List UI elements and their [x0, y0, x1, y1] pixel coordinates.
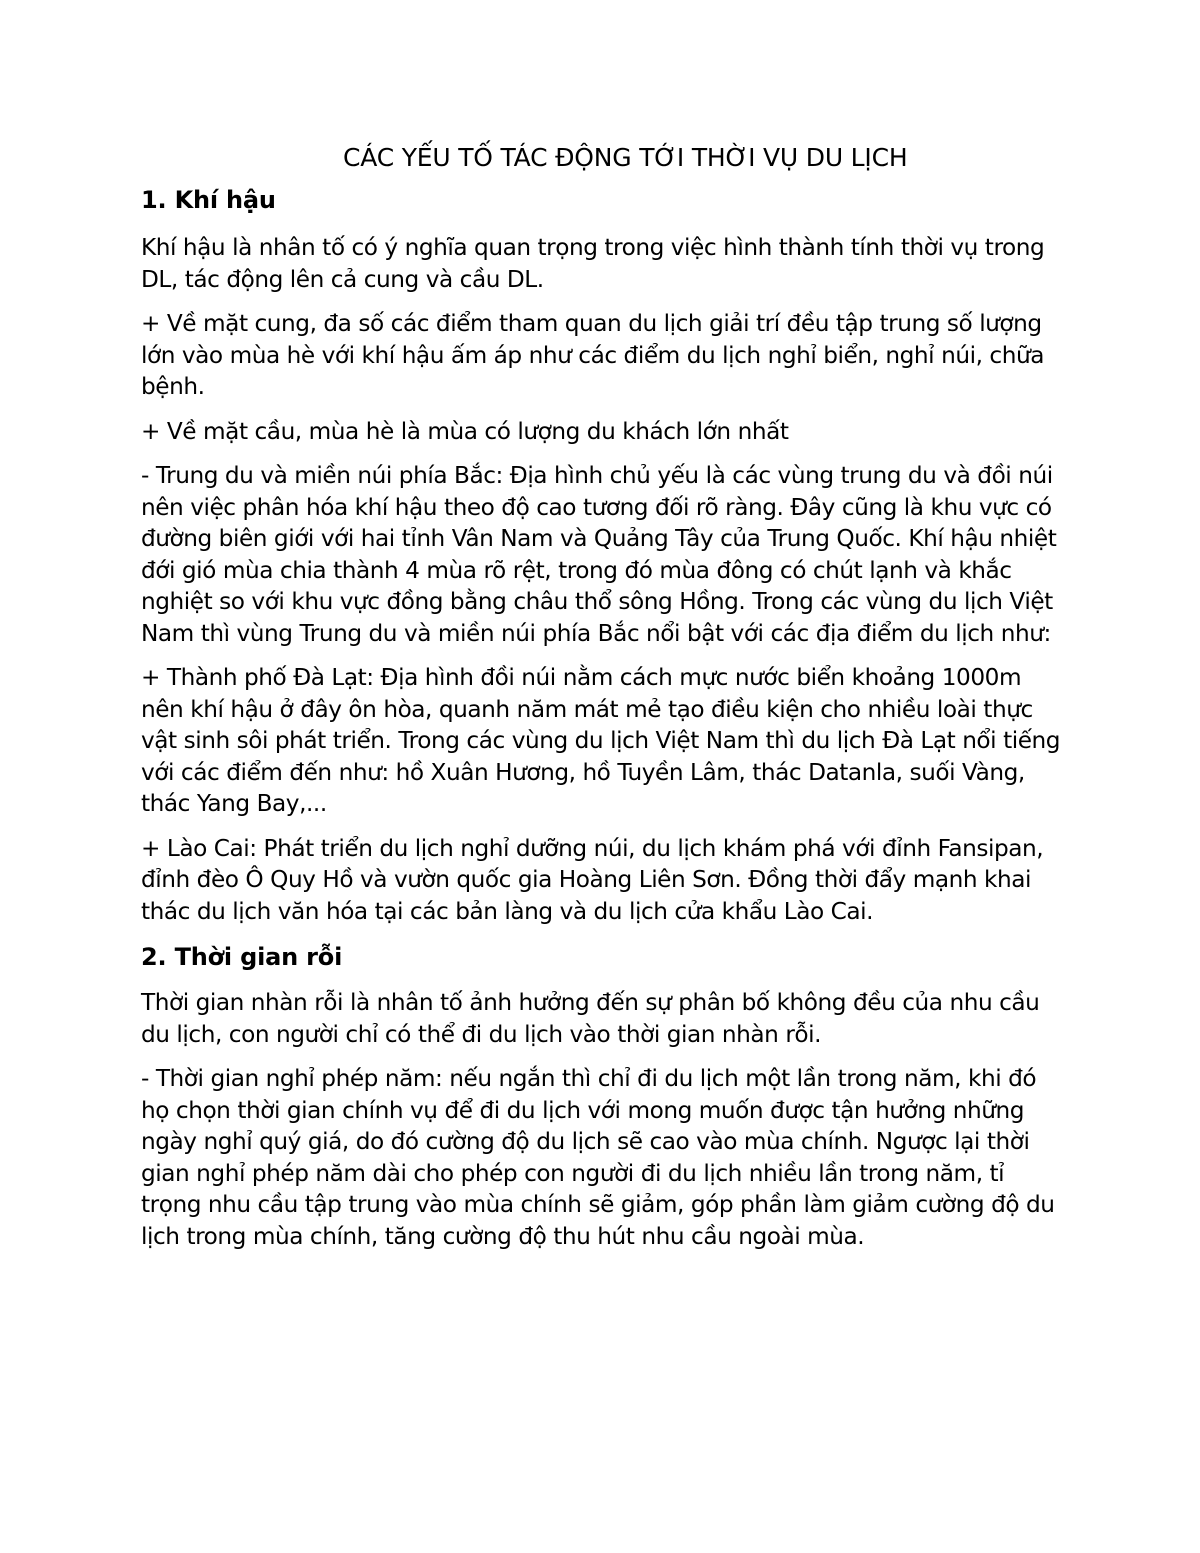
section-leisure-time — [141, 941, 1061, 1252]
paragraph: + Về mặt cung, đa số các điểm tham quan du lịch giải trí đều tập trung số lượng lớn vào mùa hè với khí hậu ấm áp như các điểm du lịch nghỉ biển, nghỉ núi, chữa bệnh. — [141, 310, 1044, 400]
document-page — [141, 140, 1061, 1265]
paragraph: - Trung du và miền núi phía Bắc: Địa hình chủ yếu là các vùng trung du và đồi núi nên việc phân hóa khí hậu theo độ cao tương đối rõ ràng. Đây cũng là khu vực có đường biên giới với hai tỉnh Vân Nam và Quảng Tây của Trung Quốc. Khí hậu nhiệt đới gió mùa chia thành 4 mùa rõ rệt, trong đó mùa đông có chút lạnh và khắc nghiệt so với khu vực đồng bằng châu thổ sông Hồng. Trong các vùng du lịch Việt Nam thì vùng Trung du và miền núi phía Bắc nổi bật với các địa điểm du lịch như: — [141, 462, 1057, 647]
paragraph: + Thành phố Đà Lạt: Địa hình đồi núi nằm cách mực nước biển khoảng 1000m nên khí hậu ở đây ôn hòa, quanh năm mát mẻ tạo điều kiện cho nhiều loài thực vật sinh sôi phát triển. Trong các vùng du lịch Việt Nam thì du lịch Đà Lạt nổi tiếng với các điểm đến như: hồ Xuân Hương, hồ Tuyền Lâm, thác Datanla, suối Vàng, thác Yang Bay,... — [141, 664, 1061, 817]
paragraph: - Thời gian nghỉ phép năm: nếu ngắn thì chỉ đi du lịch một lần trong năm, khi đó họ chọn thời gian chính vụ để đi du lịch với mong muốn được tận hưởng những ngày nghỉ quý giá, do đó cường độ du lịch sẽ cao vào mùa chính. Ngược lại thời gian nghỉ phép năm dài cho phép con người đi du lịch nhiều lần trong năm, tỉ trọng nhu cầu tập trung vào mùa chính sẽ giảm, góp phần làm giảm cường độ du lịch trong mùa chính, tăng cường độ thu hút nhu cầu ngoài mùa. — [141, 1065, 1055, 1250]
paragraph: Thời gian nhàn rỗi là nhân tố ảnh hưởng đến sự phân bố không đều của nhu cầu du lịch, con người chỉ có thể đi du lịch vào thời gian nhàn rỗi. — [141, 989, 1040, 1048]
paragraph: + Lào Cai: Phát triển du lịch nghỉ dưỡng núi, du lịch khám phá với đỉnh Fansipan, đỉnh đèo Ô Quy Hồ và vườn quốc gia Hoàng Liên Sơn. Đồng thời đẩy mạnh khai thác du lịch văn hóa tại các bản làng và du lịch cửa khẩu Lào Cai. — [141, 834, 1044, 925]
document-title: CÁC YẾU TỐ TÁC ĐỘNG TỚI THỜI VỤ DU LỊCH — [343, 143, 908, 172]
section-heading: 2. Thời gian rỗi — [141, 943, 343, 971]
section-heading: 1. Khí hậu — [141, 186, 276, 214]
paragraph: + Về mặt cầu, mùa hè là mùa có lượng du khách lớn nhất — [141, 417, 789, 445]
paragraph: Khí hậu là nhân tố có ý nghĩa quan trọng trong việc hình thành tính thời vụ trong DL, tác động lên cả cung và cầu DL. — [141, 234, 1045, 293]
section-climate — [141, 184, 1061, 927]
